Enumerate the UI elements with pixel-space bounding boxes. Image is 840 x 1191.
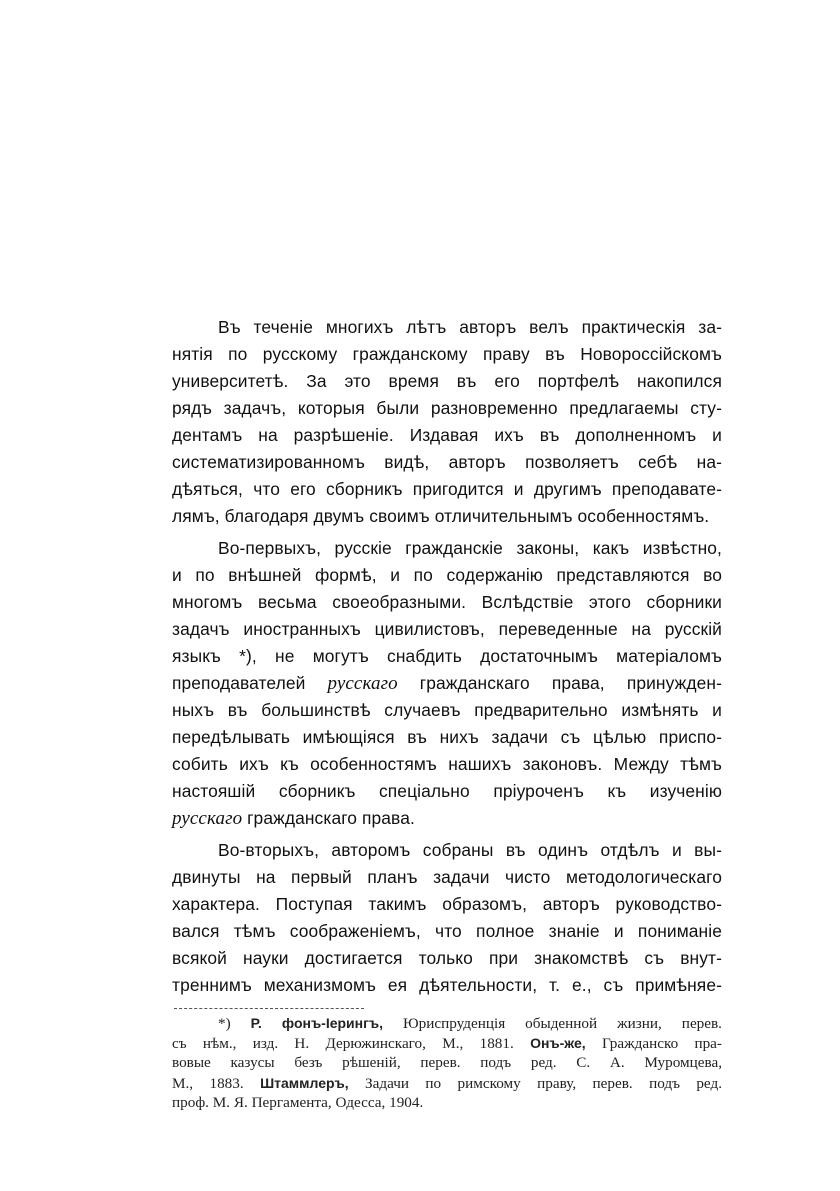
paragraph-3	[172, 837, 722, 999]
emphasis-text: русскаго	[172, 808, 243, 829]
footnote-text: М., 1883.	[172, 1075, 261, 1092]
footnote-line: вовые казусы безъ рѣшеній, перев. подъ ред. С. А. Муромцева,	[172, 1054, 722, 1071]
text-line: лямъ, благодаря двумъ своимъ отличительнымъ особенностямъ.	[172, 506, 710, 526]
footnote-author: Онъ-же,	[530, 1035, 586, 1051]
text-line: настояшій сборникъ спеціально пріуроченъ къ изученію	[172, 781, 722, 801]
footnote-line	[218, 1013, 722, 1033]
footnote-text: Задачи по римскому праву, перев. подъ ред.	[348, 1075, 723, 1092]
text-line: дентамъ на разрѣшеніе. Издавая ихъ въ дополненномъ и	[172, 425, 722, 445]
text-line: задачъ иностранныхъ цивилистовъ, переведенные на русскій	[172, 619, 722, 639]
emphasis-text: русскаго	[327, 673, 398, 694]
text-line: систематизированномъ видѣ, авторъ позволяетъ себѣ на-	[172, 452, 722, 472]
footnote-line	[172, 1073, 722, 1093]
text-line: ныхъ въ большинствѣ случаевъ предварительно измѣнять и	[172, 700, 722, 720]
text-line	[172, 805, 722, 832]
footnote	[172, 1013, 722, 1113]
text-line: университетѣ. За это время въ его портфелѣ накопился	[172, 371, 722, 391]
text-line	[172, 670, 722, 697]
footnote-divider	[174, 1008, 364, 1009]
footnote-marker: *)	[218, 1015, 231, 1032]
text-line: дѣяться, что его сборникъ пригодится и другимъ преподавате-	[172, 479, 722, 499]
footnote-line	[172, 1033, 722, 1053]
text-line: рядъ задачъ, которыя были разновременно предлагаемы сту-	[172, 398, 722, 418]
text-segment: гражданскаго права, принужден-	[397, 673, 722, 693]
text-line: вался тѣмъ соображеніемъ, что полное знаніе и пониманіе	[172, 921, 722, 941]
footnote-author: Штаммлеръ,	[260, 1075, 349, 1091]
text-line: Во-первыхъ, русскіе гражданскіе законы, какъ извѣстно,	[218, 538, 722, 558]
footnote-text: Юриспруденція обыденной жизни, перев.	[383, 1015, 722, 1032]
text-line: Во-вторыхъ, авторомъ собраны въ одинъ отдѣлъ и вы-	[218, 840, 722, 860]
text-line: собить ихъ къ особенностямъ нашихъ законовъ. Между тѣмъ	[172, 754, 722, 774]
text-line: всякой науки достигается только при знакомствѣ съ внут-	[172, 948, 722, 968]
text-line: треннимъ механизмомъ ея дѣятельности, т. е., съ примѣняе-	[172, 975, 722, 995]
page-text	[172, 314, 722, 1113]
footnote-line: проф. М. Я. Пергамента, Одесса, 1904.	[172, 1094, 424, 1111]
text-line: нятія по русскому гражданскому праву въ Новороссійскомъ	[172, 344, 722, 364]
text-segment: гражданскаго права.	[242, 808, 415, 828]
footnote-text: съ нѣм., изд. Н. Дерюжинскаго, М., 1881.	[172, 1035, 531, 1052]
paragraph-2	[172, 535, 722, 832]
text-line: характера. Поступая такимъ образомъ, авторъ руководство-	[172, 894, 722, 914]
paragraph-1	[172, 314, 722, 530]
text-line: передѣлывать имѣющіяся въ нихъ задачи съ цѣлью приспо-	[172, 727, 722, 747]
text-line: Въ теченіе многихъ лѣтъ авторъ велъ практическія за-	[218, 317, 722, 337]
text-line-footnote-ref: языкъ *), не могутъ снабдить достаточнымъ матеріаломъ	[172, 646, 722, 666]
text-line: многомъ весьма своеобразными. Вслѣдствіе этого сборники	[172, 592, 722, 612]
text-line: и по внѣшней формѣ, и по содержанію представляются во	[172, 565, 722, 585]
text-segment: преподавателей	[172, 673, 328, 693]
footnote-text: Гражданско пра-	[585, 1035, 722, 1052]
text-line: двинуты на первый планъ задачи чисто методологическаго	[172, 867, 722, 887]
footnote-author: Р. фонъ-Іерингъ,	[250, 1015, 384, 1031]
